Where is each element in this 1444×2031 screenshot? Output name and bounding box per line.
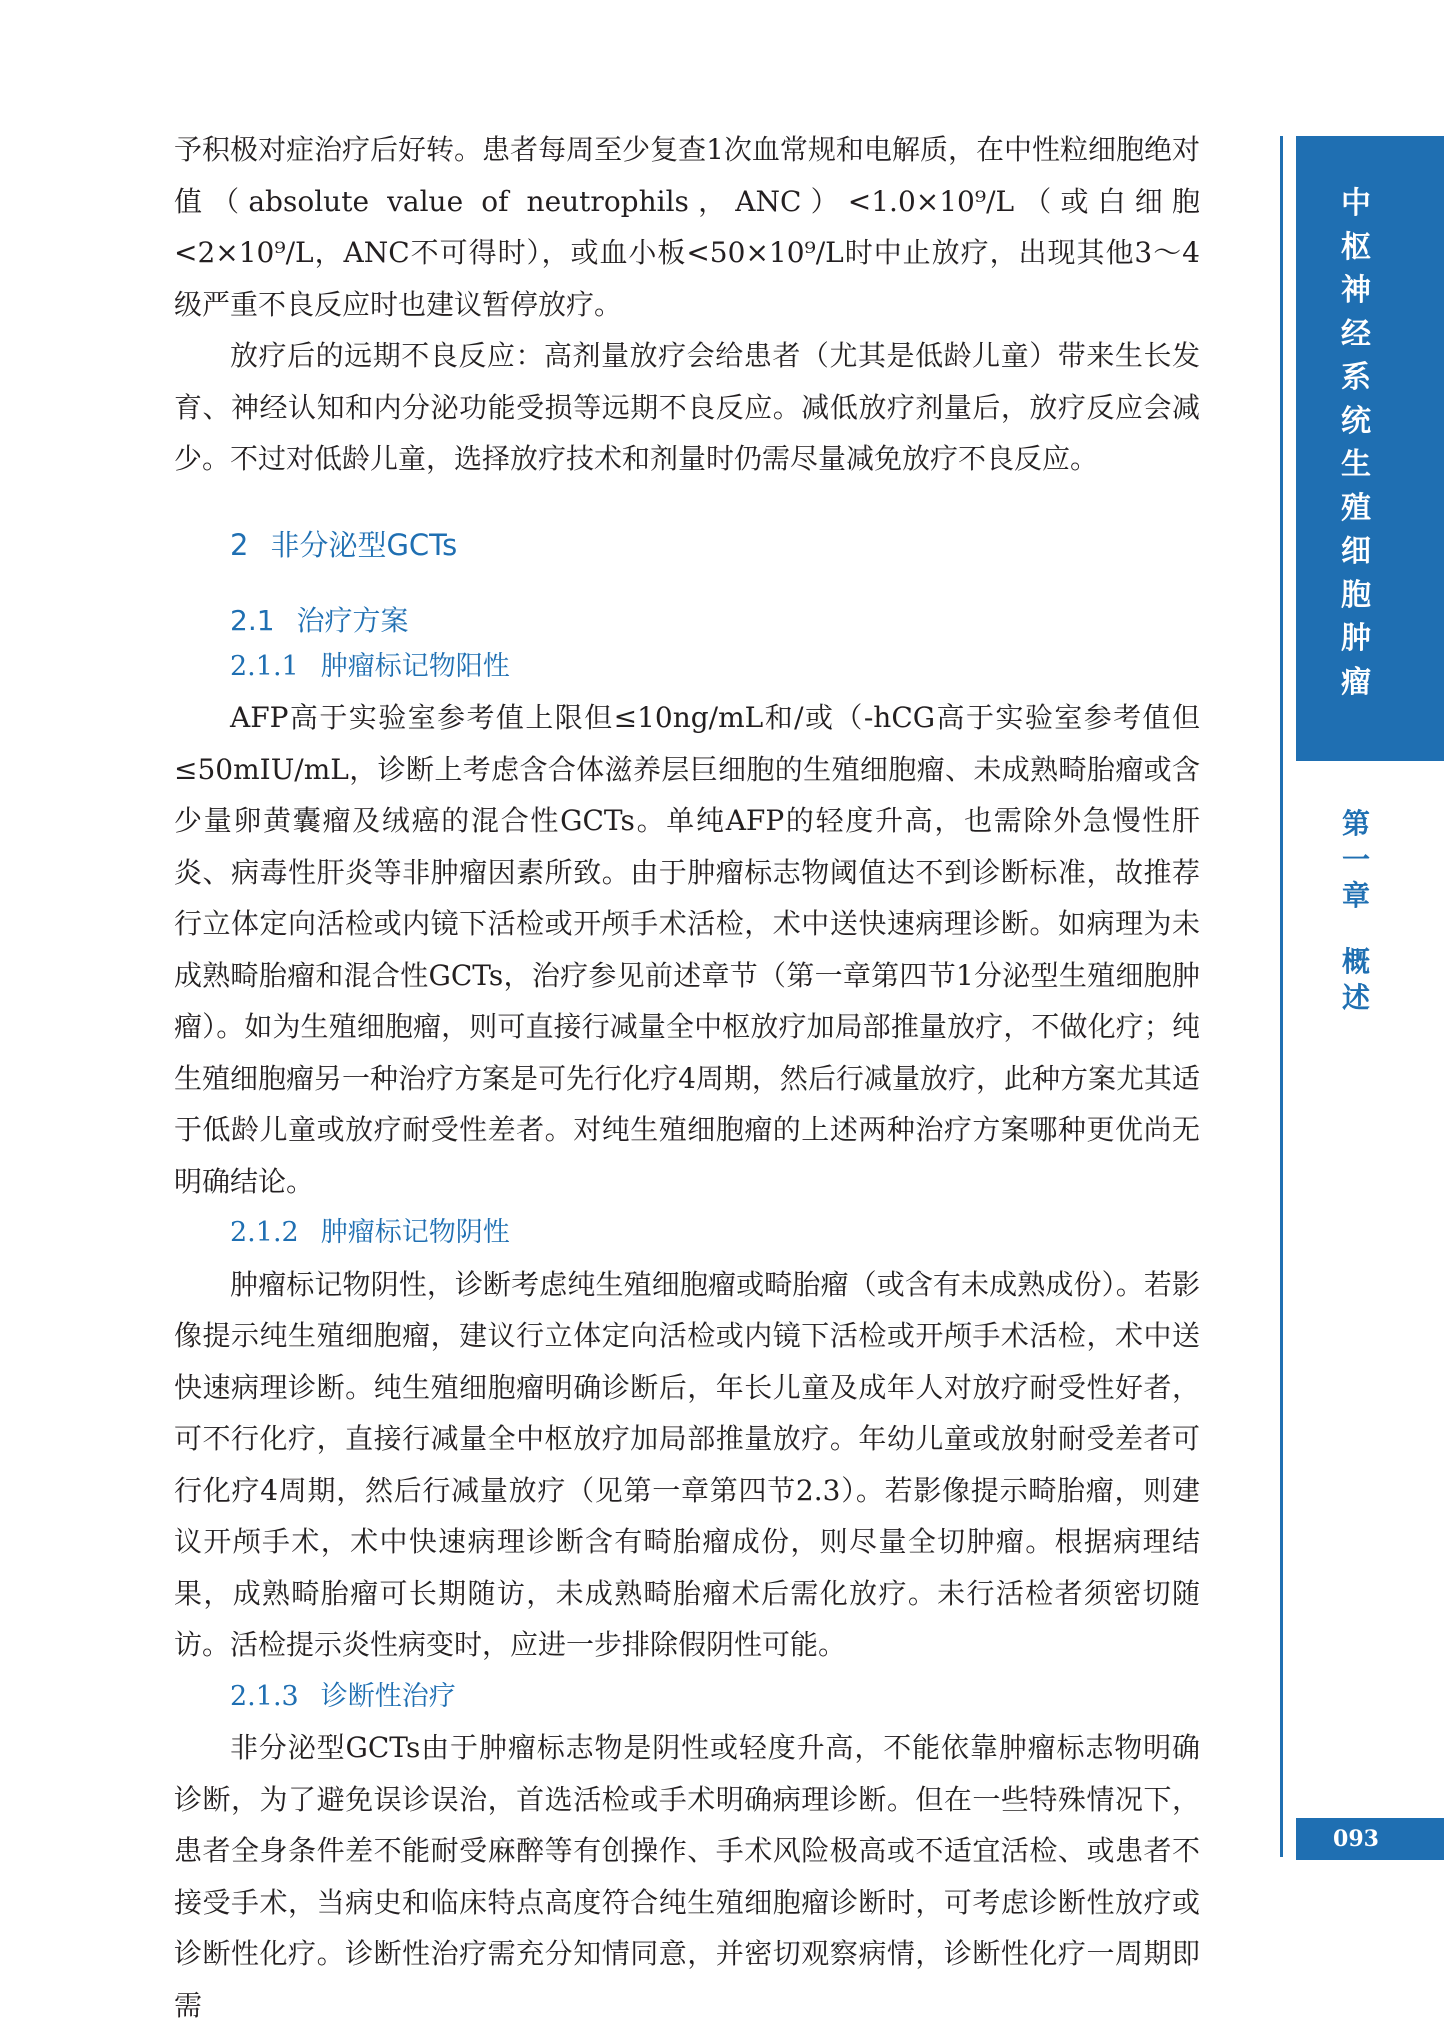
book-title-char: 肿 bbox=[1341, 621, 1371, 656]
book-title-char: 殖 bbox=[1341, 490, 1371, 526]
book-title-char: 生 bbox=[1341, 447, 1371, 482]
margin-rule bbox=[1280, 136, 1283, 1857]
page-number: 093 bbox=[1333, 1826, 1379, 1852]
section-number: 2.1.1 bbox=[230, 650, 299, 682]
page-body bbox=[174, 124, 1200, 2031]
section-title: 诊断性治疗 bbox=[320, 1680, 456, 1712]
section-heading-2-1-1 bbox=[174, 641, 1200, 693]
paragraph-marker-negative: 肿瘤标记物阴性，诊断考虑纯生殖细胞瘤或畸胎瘤（或含有未成熟成份）。若影像提示纯生殖细胞瘤，建议行立体定向活检或内镜下活检或开颅手术活检，术中送快速病理诊断。纯生殖细胞瘤明确诊断后，年长儿童及成年人对放疗耐受性好者，可不行化疗，直接行减量全中枢放疗加局部推量放疗。年幼儿童或放射耐受差者可行化疗4周期，然后行减量放疗（见第一章第四节2.3）。若影像提示畸胎瘤，则建议开颅手术，术中快速病理诊断含有畸胎瘤成份，则尽量全切肿瘤。根据病理结果，成熟畸胎瘤可长期随访，未成熟畸胎瘤术后需化放疗。未行活检者须密切随访。活检提示炎性病变时，应进一步排除假阴性可能。 bbox=[174, 1267, 1200, 1661]
section-heading-2-1-2 bbox=[174, 1207, 1200, 1259]
chapter-number-char: 章 bbox=[1341, 879, 1370, 912]
chapter-number-char: 第 bbox=[1341, 807, 1370, 840]
book-title-char: 经 bbox=[1341, 316, 1371, 352]
section-title: 肿瘤标记物阳性 bbox=[320, 650, 510, 682]
section-title: 肿瘤标记物阴性 bbox=[320, 1217, 510, 1248]
section-number: 2.1.3 bbox=[230, 1680, 299, 1712]
section-number: 2.1 bbox=[230, 603, 275, 637]
book-title-char: 细 bbox=[1341, 534, 1371, 569]
chapter-title-char: 述 bbox=[1341, 981, 1370, 1014]
paragraph-late-adverse-reactions: 放疗后的远期不良反应：高剂量放疗会给患者（尤其是低龄儿童）带来生长发育、神经认知和内分泌功能受损等远期不良反应。减低放疗剂量后，放疗反应会减少。不过对低龄儿童，选择放疗技术和剂量时仍需尽量减免放疗不良反应。 bbox=[174, 339, 1200, 475]
section-heading-2 bbox=[174, 525, 1200, 565]
book-title-char: 枢 bbox=[1341, 229, 1371, 265]
paragraph-marker-positive: AFP高于实验室参考值上限但≤10ng/mL和/或（-hCG高于实验室参考值但≤50mIU/mL，诊断上考虑含合体滋养层巨细胞的生殖细胞瘤、未成熟畸胎瘤或含少量卵黄囊瘤及绒癌的混合性GCTs。单纯AFP的轻度升高，也需除外急慢性肝炎、病毒性肝炎等非肿瘤因素所致。由于肿瘤标志物阈值达不到诊断标准，故推荐行立体定向活检或内镜下活检或开颅手术活检，术中送快速病理诊断。如病理为未成熟畸胎瘤和混合性GCTs，治疗参见前述章节（第一章第四节1分泌型生殖细胞肿瘤）。如为生殖细胞瘤，则可直接行减量全中枢放疗加局部推量放疗，不做化疗；纯生殖细胞瘤另一种治疗方案是可先行化疗4周期，然后行减量放疗，此种方案尤其适于低龄儿童或放疗耐受性差者。对纯生殖细胞瘤的上述两种治疗方案哪种更优尚无明确结论。 bbox=[174, 701, 1200, 1198]
paragraph-adverse-reactions-continued: 予积极对症治疗后好转。患者每周至少复查1次血常规和电解质，在中性粒细胞绝对值（absolute value of neutrophils，ANC）<1.0×10⁹/L（或白细胞<2×10⁹/L，ANC不可得时），或血小板<50×10⁹/L时中止放疗，出现其他3～4级严重不良反应时也建议暂停放疗。 bbox=[174, 133, 1200, 321]
book-title-char: 统 bbox=[1341, 403, 1371, 439]
chapter-number-char: 一 bbox=[1341, 843, 1370, 876]
section-number: 2 bbox=[230, 527, 249, 562]
book-title-char: 瘤 bbox=[1341, 664, 1371, 700]
section-heading-2-1-3 bbox=[174, 1671, 1200, 1723]
section-title: 治疗方案 bbox=[296, 603, 409, 637]
book-title-vertical bbox=[1296, 182, 1416, 704]
section-number: 2.1.2 bbox=[230, 1217, 299, 1248]
chapter-label-vertical bbox=[1296, 806, 1416, 1016]
section-title: 非分泌型GCTs bbox=[270, 527, 458, 562]
section-heading-2-1 bbox=[174, 601, 1200, 641]
book-title-char: 胞 bbox=[1341, 577, 1371, 613]
book-title-char: 神 bbox=[1341, 273, 1371, 308]
paragraph-diagnostic-treatment: 非分泌型GCTs由于肿瘤标志物是阴性或轻度升高，不能依靠肿瘤标志物明确诊断，为了避免误诊误治，首选活检或手术明确病理诊断。但在一些特殊情况下，患者全身条件差不能耐受麻醉等有创操作、手术风险极高或不适宜活检、或患者不接受手术，当病史和临床特点高度符合纯生殖细胞瘤诊断时，可考虑诊断性放疗或诊断性化疗。诊断性治疗需充分知情同意，并密切观察病情，诊断性化疗一周期即需 bbox=[174, 1731, 1200, 2022]
book-title-char: 中 bbox=[1341, 186, 1371, 221]
book-title-char: 系 bbox=[1341, 360, 1371, 395]
chapter-title-char: 概 bbox=[1341, 945, 1370, 978]
